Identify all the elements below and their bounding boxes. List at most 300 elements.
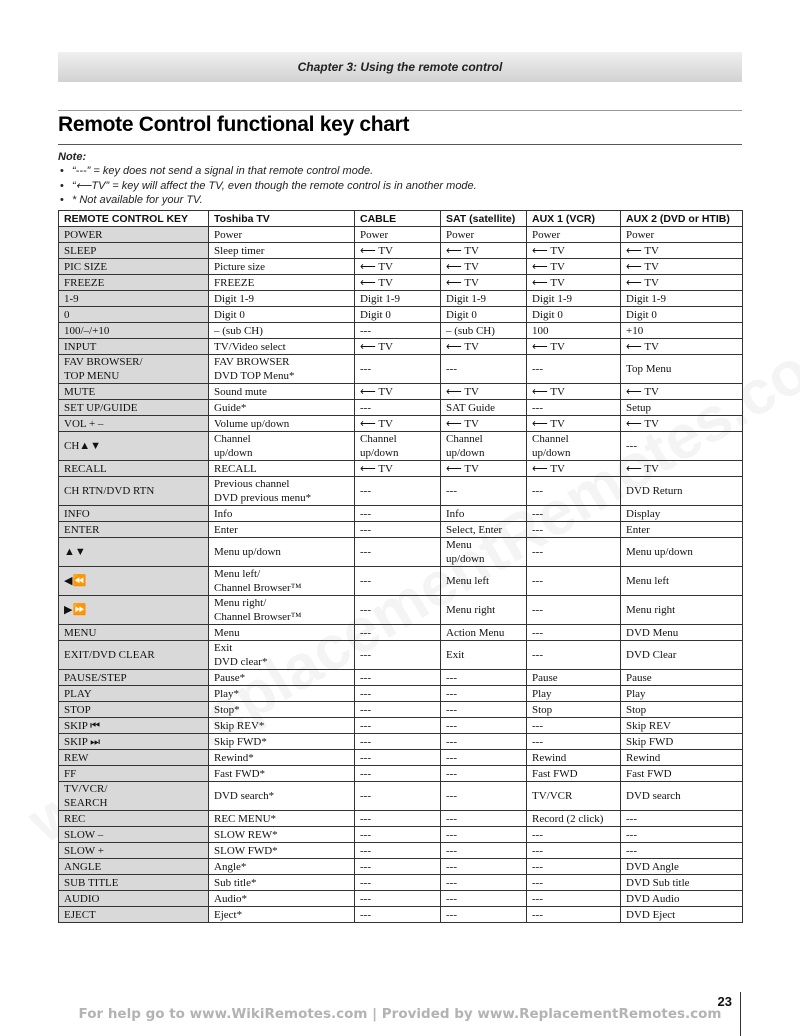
footer-text: For help go to www.WikiRemotes.com | Provided by www.ReplacementRemotes.com <box>78 1006 722 1022</box>
toshiba-tv-cell: Rewind* <box>209 750 355 766</box>
toshiba-tv-cell: Skip REV* <box>209 718 355 734</box>
note-block <box>58 150 742 208</box>
toshiba-tv-cell: Picture size <box>209 259 355 275</box>
table-row <box>59 339 743 355</box>
key-cell <box>59 355 209 384</box>
toshiba-tv-cell: Enter <box>209 522 355 538</box>
title-divider <box>58 144 742 145</box>
page-number: 23 <box>717 994 732 1009</box>
toshiba-tv-cell: SLOW REW* <box>209 827 355 843</box>
key-cell: EJECT <box>59 907 209 923</box>
sat-cell: ⟵ TV <box>441 243 527 259</box>
cable-cell: --- <box>355 522 441 538</box>
table-row <box>59 641 743 670</box>
cell-line: Channel <box>360 433 397 445</box>
key-cell: ANGLE <box>59 859 209 875</box>
note-item: • * Not available for your TV. <box>58 193 742 208</box>
toshiba-tv-cell <box>209 355 355 384</box>
aux1-cell: Rewind <box>527 750 621 766</box>
column-header-cable: CABLE <box>355 211 441 227</box>
toshiba-tv-cell: Volume up/down <box>209 416 355 432</box>
toshiba-tv-cell: – (sub CH) <box>209 323 355 339</box>
toshiba-tv-cell: Info <box>209 506 355 522</box>
toshiba-tv-cell: Eject* <box>209 907 355 923</box>
aux1-cell: Power <box>527 227 621 243</box>
cable-cell: ⟵ TV <box>355 384 441 400</box>
toshiba-tv-cell <box>209 477 355 506</box>
key-chart-table <box>58 210 743 923</box>
cell-line: Channel <box>532 433 569 445</box>
key-cell: MUTE <box>59 384 209 400</box>
aux1-cell: Pause <box>527 670 621 686</box>
aux2-cell: DVD Eject <box>621 907 743 923</box>
key-cell: ENTER <box>59 522 209 538</box>
table-row <box>59 686 743 702</box>
toshiba-tv-cell: Power <box>209 227 355 243</box>
cell-line: DVD clear* <box>214 656 268 668</box>
table-row <box>59 734 743 750</box>
table-row <box>59 355 743 384</box>
aux2-cell: DVD Return <box>621 477 743 506</box>
cell-line: Channel <box>214 433 251 445</box>
toshiba-tv-cell: Angle* <box>209 859 355 875</box>
toshiba-tv-cell: Stop* <box>209 702 355 718</box>
aux2-cell: DVD Angle <box>621 859 743 875</box>
aux1-cell: ⟵ TV <box>527 384 621 400</box>
column-header-toshiba-tv: Toshiba TV <box>209 211 355 227</box>
sat-cell: Menu left <box>441 567 527 596</box>
aux1-cell: ⟵ TV <box>527 243 621 259</box>
table-row <box>59 766 743 782</box>
sat-cell: --- <box>441 734 527 750</box>
key-cell: ▲▼ <box>59 538 209 567</box>
aux2-cell: ⟵ TV <box>621 461 743 477</box>
sat-cell: --- <box>441 859 527 875</box>
cable-cell: --- <box>355 641 441 670</box>
aux1-cell: --- <box>527 843 621 859</box>
key-cell: STOP <box>59 702 209 718</box>
cable-cell: Digit 1-9 <box>355 291 441 307</box>
key-cell: ◀⏪ <box>59 567 209 596</box>
aux2-cell: ⟵ TV <box>621 416 743 432</box>
sat-cell: --- <box>441 670 527 686</box>
table-row <box>59 323 743 339</box>
cable-cell: --- <box>355 506 441 522</box>
toshiba-tv-cell: Pause* <box>209 670 355 686</box>
cable-cell: --- <box>355 596 441 625</box>
cable-cell: --- <box>355 734 441 750</box>
cable-cell: --- <box>355 670 441 686</box>
aux1-cell: --- <box>527 907 621 923</box>
page-title: Remote Control functional key chart <box>58 113 410 136</box>
header-divider <box>58 110 742 111</box>
table-row <box>59 782 743 811</box>
sat-cell: --- <box>441 766 527 782</box>
table-row <box>59 291 743 307</box>
toshiba-tv-cell: Fast FWD* <box>209 766 355 782</box>
sat-cell <box>441 432 527 461</box>
aux1-cell: Digit 1-9 <box>527 291 621 307</box>
aux2-cell: DVD Menu <box>621 625 743 641</box>
aux2-cell: --- <box>621 432 743 461</box>
aux2-cell: Power <box>621 227 743 243</box>
cable-cell: Power <box>355 227 441 243</box>
table-row <box>59 227 743 243</box>
cell-line: SEARCH <box>64 797 108 809</box>
sat-cell: ⟵ TV <box>441 384 527 400</box>
sat-cell <box>441 538 527 567</box>
key-cell: 100/–/+10 <box>59 323 209 339</box>
aux2-cell: Setup <box>621 400 743 416</box>
aux1-cell: Stop <box>527 702 621 718</box>
key-cell: INPUT <box>59 339 209 355</box>
sat-cell: Power <box>441 227 527 243</box>
cable-cell: --- <box>355 477 441 506</box>
cable-cell: --- <box>355 891 441 907</box>
cell-line: up/down <box>446 447 485 459</box>
note-item: • “⟵TV” = key will affect the TV, even though the remote control is in another mode. <box>58 179 742 194</box>
aux2-cell: Digit 1-9 <box>621 291 743 307</box>
aux1-cell: ⟵ TV <box>527 275 621 291</box>
table-row <box>59 827 743 843</box>
toshiba-tv-cell <box>209 432 355 461</box>
cable-cell: --- <box>355 718 441 734</box>
aux2-cell: Play <box>621 686 743 702</box>
table-body <box>59 227 743 923</box>
key-cell: SKIP ⏭ <box>59 734 209 750</box>
key-cell: EXIT/DVD CLEAR <box>59 641 209 670</box>
sat-cell: --- <box>441 355 527 384</box>
aux2-cell: ⟵ TV <box>621 339 743 355</box>
column-header-key: REMOTE CONTROL KEY <box>59 211 209 227</box>
sat-cell: ⟵ TV <box>441 259 527 275</box>
table-row <box>59 625 743 641</box>
table-row <box>59 702 743 718</box>
table-row <box>59 596 743 625</box>
table-row <box>59 477 743 506</box>
key-cell: POWER <box>59 227 209 243</box>
aux1-cell: --- <box>527 538 621 567</box>
toshiba-tv-cell: Guide* <box>209 400 355 416</box>
cable-cell: --- <box>355 400 441 416</box>
sat-cell: --- <box>441 750 527 766</box>
aux1-cell: Play <box>527 686 621 702</box>
cable-cell: --- <box>355 766 441 782</box>
aux1-cell: --- <box>527 522 621 538</box>
aux2-cell: --- <box>621 811 743 827</box>
table-row <box>59 400 743 416</box>
aux2-cell: ⟵ TV <box>621 243 743 259</box>
cell-line: Exit <box>214 642 233 654</box>
aux2-cell: --- <box>621 827 743 843</box>
aux2-cell: Menu right <box>621 596 743 625</box>
key-cell: VOL + – <box>59 416 209 432</box>
cable-cell: ⟵ TV <box>355 275 441 291</box>
aux2-cell: ⟵ TV <box>621 275 743 291</box>
key-cell: SLEEP <box>59 243 209 259</box>
table-row <box>59 275 743 291</box>
sat-cell: ⟵ TV <box>441 339 527 355</box>
aux1-cell: --- <box>527 506 621 522</box>
cell-line: Channel Browser™ <box>214 611 302 623</box>
note-item: • “---” = key does not send a signal in that remote control mode. <box>58 164 742 179</box>
toshiba-tv-cell: RECALL <box>209 461 355 477</box>
key-cell: REC <box>59 811 209 827</box>
aux1-cell: 100 <box>527 323 621 339</box>
table-row <box>59 432 743 461</box>
table-row <box>59 718 743 734</box>
aux1-cell: --- <box>527 355 621 384</box>
toshiba-tv-cell: Menu <box>209 625 355 641</box>
aux2-cell: Digit 0 <box>621 307 743 323</box>
key-cell: MENU <box>59 625 209 641</box>
key-cell: FREEZE <box>59 275 209 291</box>
sat-cell: --- <box>441 827 527 843</box>
aux2-cell: ⟵ TV <box>621 259 743 275</box>
aux1-cell: --- <box>527 477 621 506</box>
cell-line: DVD previous menu* <box>214 492 312 504</box>
table-row <box>59 843 743 859</box>
key-cell: SKIP ⏮ <box>59 718 209 734</box>
key-cell: 0 <box>59 307 209 323</box>
cable-cell: --- <box>355 625 441 641</box>
sat-cell: --- <box>441 811 527 827</box>
cable-cell: --- <box>355 827 441 843</box>
aux2-cell: Menu up/down <box>621 538 743 567</box>
table-row <box>59 259 743 275</box>
sat-cell: Action Menu <box>441 625 527 641</box>
column-header-aux2: AUX 2 (DVD or HTIB) <box>621 211 743 227</box>
column-header-aux1: AUX 1 (VCR) <box>527 211 621 227</box>
key-cell: PAUSE/STEP <box>59 670 209 686</box>
sat-cell: --- <box>441 782 527 811</box>
aux1-cell: --- <box>527 596 621 625</box>
toshiba-tv-cell: Sound mute <box>209 384 355 400</box>
cell-line: Menu left/ <box>214 568 261 580</box>
toshiba-tv-cell <box>209 596 355 625</box>
sat-cell: --- <box>441 875 527 891</box>
aux2-cell: DVD search <box>621 782 743 811</box>
aux1-cell: ⟵ TV <box>527 339 621 355</box>
key-cell: INFO <box>59 506 209 522</box>
aux1-cell: --- <box>527 891 621 907</box>
cell-line: TV/VCR/ <box>64 783 108 795</box>
cable-cell: --- <box>355 686 441 702</box>
key-cell: ▶⏩ <box>59 596 209 625</box>
sat-cell: --- <box>441 907 527 923</box>
chapter-header: Chapter 3: Using the remote control <box>58 52 742 82</box>
table-row <box>59 461 743 477</box>
cell-line: FAV BROWSER <box>214 356 290 368</box>
cable-cell: ⟵ TV <box>355 339 441 355</box>
aux1-cell: Record (2 click) <box>527 811 621 827</box>
aux2-cell: Skip REV <box>621 718 743 734</box>
key-cell: AUDIO <box>59 891 209 907</box>
sat-cell: --- <box>441 477 527 506</box>
sat-cell: – (sub CH) <box>441 323 527 339</box>
cable-cell: --- <box>355 538 441 567</box>
aux1-cell: ⟵ TV <box>527 416 621 432</box>
sat-cell: Select, Enter <box>441 522 527 538</box>
sat-cell: --- <box>441 702 527 718</box>
key-cell: PIC SIZE <box>59 259 209 275</box>
note-label: Note: <box>58 151 87 163</box>
aux1-cell: Digit 0 <box>527 307 621 323</box>
table-row <box>59 907 743 923</box>
aux1-cell: ⟵ TV <box>527 259 621 275</box>
table-row <box>59 670 743 686</box>
aux2-cell: Top Menu <box>621 355 743 384</box>
cable-cell <box>355 432 441 461</box>
table-row <box>59 811 743 827</box>
cable-cell: Digit 0 <box>355 307 441 323</box>
cell-line: DVD TOP Menu* <box>214 370 295 382</box>
cable-cell: --- <box>355 750 441 766</box>
table-header-row <box>59 211 743 227</box>
aux1-cell: --- <box>527 827 621 843</box>
aux2-cell: +10 <box>621 323 743 339</box>
cell-line: Channel Browser™ <box>214 582 302 594</box>
aux1-cell: --- <box>527 859 621 875</box>
aux2-cell: DVD Sub title <box>621 875 743 891</box>
toshiba-tv-cell: SLOW FWD* <box>209 843 355 859</box>
aux2-cell: DVD Clear <box>621 641 743 670</box>
toshiba-tv-cell: Play* <box>209 686 355 702</box>
toshiba-tv-cell: Digit 0 <box>209 307 355 323</box>
key-cell <box>59 782 209 811</box>
aux1-cell <box>527 432 621 461</box>
cable-cell: --- <box>355 843 441 859</box>
key-cell: CH RTN/DVD RTN <box>59 477 209 506</box>
key-cell: CH▲▼ <box>59 432 209 461</box>
toshiba-tv-cell: REC MENU* <box>209 811 355 827</box>
table-row <box>59 875 743 891</box>
aux1-cell: --- <box>527 734 621 750</box>
aux1-cell: --- <box>527 875 621 891</box>
cable-cell: --- <box>355 811 441 827</box>
table-row <box>59 416 743 432</box>
key-cell: SLOW – <box>59 827 209 843</box>
sat-cell: SAT Guide <box>441 400 527 416</box>
table-row <box>59 750 743 766</box>
cable-cell: --- <box>355 875 441 891</box>
aux2-cell: Menu left <box>621 567 743 596</box>
aux1-cell: --- <box>527 718 621 734</box>
cell-line: Channel <box>446 433 483 445</box>
table-row <box>59 307 743 323</box>
cable-cell: ⟵ TV <box>355 416 441 432</box>
aux2-cell: --- <box>621 843 743 859</box>
toshiba-tv-cell: Sub title* <box>209 875 355 891</box>
table-row <box>59 567 743 596</box>
sat-cell: --- <box>441 686 527 702</box>
sat-cell: --- <box>441 891 527 907</box>
aux2-cell: ⟵ TV <box>621 384 743 400</box>
aux2-cell: DVD Audio <box>621 891 743 907</box>
toshiba-tv-cell <box>209 641 355 670</box>
table-row <box>59 538 743 567</box>
sat-cell: Info <box>441 506 527 522</box>
key-cell: FF <box>59 766 209 782</box>
aux1-cell: TV/VCR <box>527 782 621 811</box>
toshiba-tv-cell: Sleep timer <box>209 243 355 259</box>
table-row <box>59 859 743 875</box>
cell-line: up/down <box>360 447 399 459</box>
toshiba-tv-cell <box>209 567 355 596</box>
table-row <box>59 891 743 907</box>
table-row <box>59 522 743 538</box>
cell-line: up/down <box>532 447 571 459</box>
cell-line: FAV BROWSER/ <box>64 356 143 368</box>
cell-line: up/down <box>446 553 485 565</box>
cell-line: up/down <box>214 447 253 459</box>
aux1-cell: --- <box>527 625 621 641</box>
cable-cell: --- <box>355 323 441 339</box>
key-cell: PLAY <box>59 686 209 702</box>
sat-cell: Digit 1-9 <box>441 291 527 307</box>
table-row <box>59 384 743 400</box>
key-cell: SLOW + <box>59 843 209 859</box>
sat-cell: ⟵ TV <box>441 275 527 291</box>
key-cell: REW <box>59 750 209 766</box>
cell-line: TOP MENU <box>64 370 120 382</box>
key-cell: SUB TITLE <box>59 875 209 891</box>
sat-cell: ⟵ TV <box>441 416 527 432</box>
aux1-cell: Fast FWD <box>527 766 621 782</box>
column-header-sat: SAT (satellite) <box>441 211 527 227</box>
aux1-cell: ⟵ TV <box>527 461 621 477</box>
cable-cell: --- <box>355 567 441 596</box>
key-cell: 1-9 <box>59 291 209 307</box>
toshiba-tv-cell: Skip FWD* <box>209 734 355 750</box>
cell-line: Menu right/ <box>214 597 267 609</box>
sat-cell: --- <box>441 843 527 859</box>
cable-cell: ⟵ TV <box>355 461 441 477</box>
cable-cell: --- <box>355 702 441 718</box>
toshiba-tv-cell: Digit 1-9 <box>209 291 355 307</box>
key-cell: SET UP/GUIDE <box>59 400 209 416</box>
toshiba-tv-cell: DVD search* <box>209 782 355 811</box>
toshiba-tv-cell: FREEZE <box>209 275 355 291</box>
aux2-cell: Fast FWD <box>621 766 743 782</box>
toshiba-tv-cell: Menu up/down <box>209 538 355 567</box>
cable-cell: ⟵ TV <box>355 243 441 259</box>
table-row <box>59 243 743 259</box>
toshiba-tv-cell: Audio* <box>209 891 355 907</box>
aux2-cell: Pause <box>621 670 743 686</box>
aux1-cell: --- <box>527 567 621 596</box>
sat-cell: Digit 0 <box>441 307 527 323</box>
cell-line: Previous channel <box>214 478 290 490</box>
aux2-cell: Rewind <box>621 750 743 766</box>
sat-cell: Exit <box>441 641 527 670</box>
sat-cell: --- <box>441 718 527 734</box>
cable-cell: --- <box>355 355 441 384</box>
aux2-cell: Enter <box>621 522 743 538</box>
cable-cell: --- <box>355 907 441 923</box>
aux1-cell: --- <box>527 400 621 416</box>
sat-cell: Menu right <box>441 596 527 625</box>
aux1-cell: --- <box>527 641 621 670</box>
sat-cell: ⟵ TV <box>441 461 527 477</box>
cable-cell: --- <box>355 859 441 875</box>
cable-cell: ⟵ TV <box>355 259 441 275</box>
key-cell: RECALL <box>59 461 209 477</box>
aux2-cell: Stop <box>621 702 743 718</box>
table-row <box>59 506 743 522</box>
toshiba-tv-cell: TV/Video select <box>209 339 355 355</box>
cell-line: Menu <box>446 539 472 551</box>
